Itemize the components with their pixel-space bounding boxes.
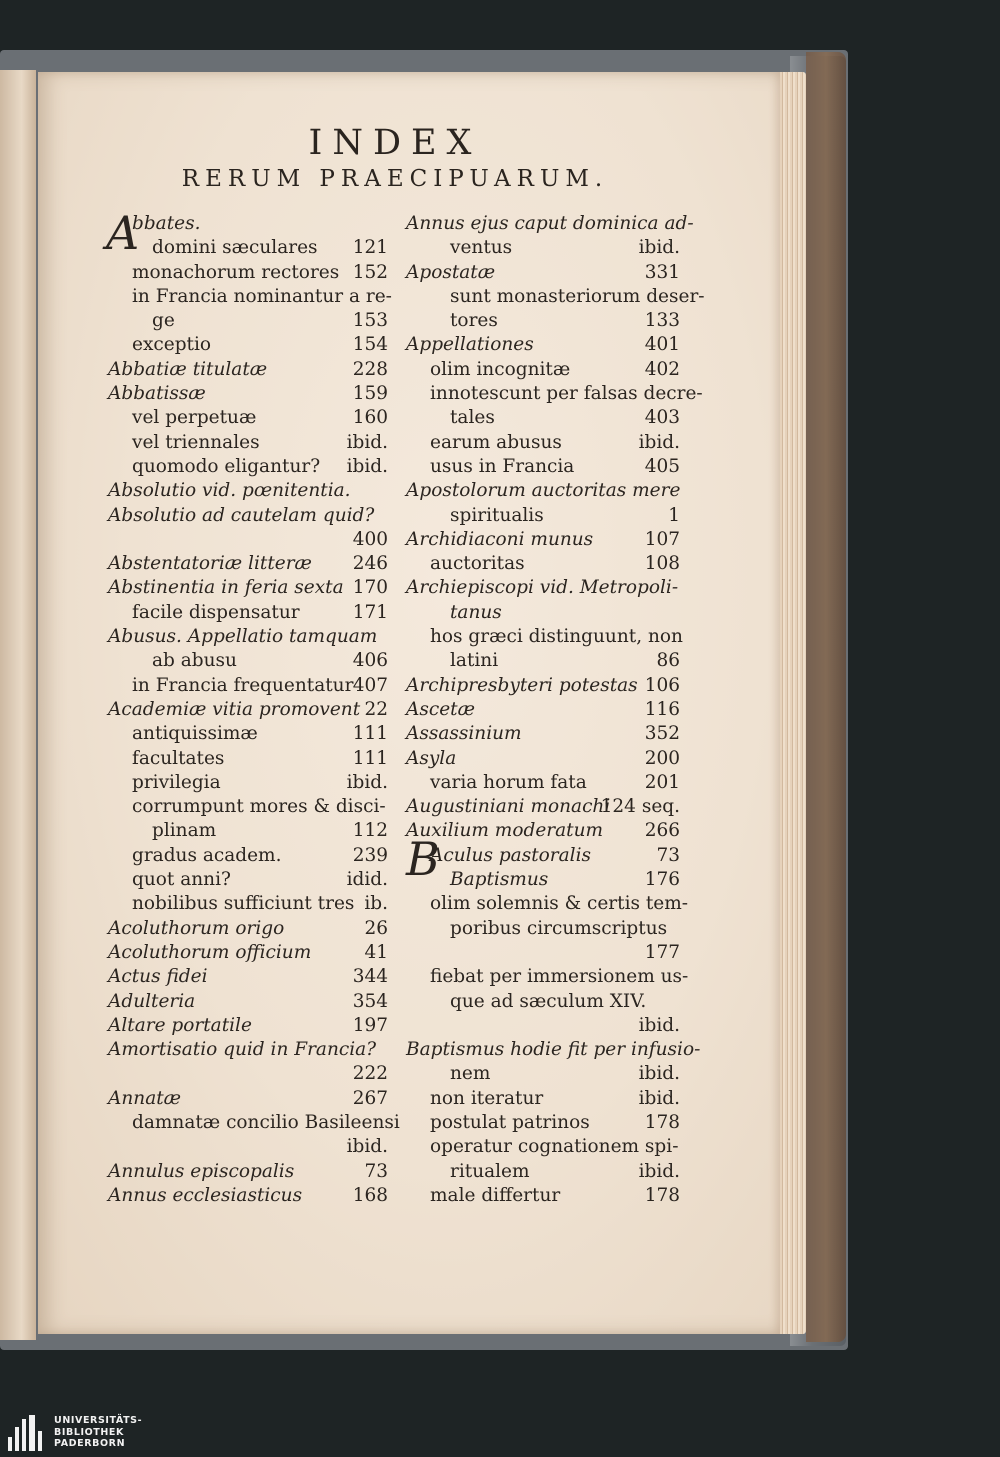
index-entry-page: ibid. xyxy=(638,1160,680,1182)
index-entry-page: 152 xyxy=(352,261,388,283)
index-entry xyxy=(108,528,388,552)
index-entry xyxy=(406,455,680,479)
index-column-left xyxy=(106,206,400,1208)
index-entry-page: 354 xyxy=(352,990,388,1012)
index-entry-text: ab abusu xyxy=(152,650,237,672)
index-entry xyxy=(108,1184,388,1208)
index-entry-page: 160 xyxy=(352,407,388,429)
index-entry-page: 178 xyxy=(644,1111,680,1133)
index-entry-page: ibid. xyxy=(346,771,388,793)
index-entry-page: 352 xyxy=(644,723,680,745)
index-entry xyxy=(406,212,694,236)
index-entry-text: que ad sæculum XIV. xyxy=(450,990,647,1012)
index-entry-page: 107 xyxy=(644,528,680,550)
index-entry-text: gradus academ. xyxy=(132,844,282,866)
index-entry xyxy=(108,552,388,576)
index-entry-text: facile dispensatur xyxy=(132,601,300,623)
index-entry-text: olim incognitæ xyxy=(430,358,571,380)
index-entry xyxy=(406,261,680,285)
index-entry xyxy=(108,236,388,260)
index-entry xyxy=(406,1087,680,1111)
index-entry-page: 154 xyxy=(352,334,388,356)
index-entry-page: 228 xyxy=(352,358,388,380)
index-entry xyxy=(406,990,680,1014)
index-entry-text: Abusus. Appellatio tamquam xyxy=(108,626,378,648)
index-entry-page: 405 xyxy=(644,455,680,477)
index-entry-page: ibid. xyxy=(638,237,680,259)
index-entry-text: Abstentatoriæ litteræ xyxy=(108,553,312,575)
index-entry-text: Absolutio ad cautelam quid? xyxy=(108,504,375,526)
index-entry-text: hos græci distinguunt, non xyxy=(430,626,683,648)
index-entry-text: Annus ejus caput dominica ad- xyxy=(406,213,694,234)
index-entry-page: idid. xyxy=(346,869,388,891)
index-entry-text: privilegia xyxy=(132,771,221,793)
index-entry xyxy=(108,601,388,625)
index-entry xyxy=(406,431,680,455)
index-entry xyxy=(108,333,388,357)
index-entry-text: fiebat per immersionem us- xyxy=(430,966,689,988)
index-entry xyxy=(108,382,388,406)
index-entry xyxy=(406,601,680,625)
index-entry xyxy=(108,771,388,795)
index-entry-page: 171 xyxy=(352,601,388,623)
index-entry xyxy=(406,674,680,698)
index-entry-text: tores xyxy=(450,310,498,332)
index-entry-text: Annatæ xyxy=(108,1087,182,1109)
index-entry-text: plinam xyxy=(152,820,217,842)
index-entry-page: 26 xyxy=(364,917,388,939)
index-entry-text: damnatæ concilio Basileensi xyxy=(132,1111,400,1133)
index-entry-page: 403 xyxy=(644,407,680,429)
index-entry xyxy=(108,455,388,479)
index-entry-text: Annulus episcopalis xyxy=(108,1160,295,1182)
index-entry-page: ibid. xyxy=(346,455,388,477)
index-entry xyxy=(108,309,388,333)
index-entry xyxy=(406,528,680,552)
index-entry-text: Actus fidei xyxy=(108,966,208,988)
index-entry xyxy=(108,1135,388,1159)
index-entry-text: tales xyxy=(450,407,495,429)
index-entry xyxy=(108,844,388,868)
index-entry-text: Baptismus xyxy=(450,869,549,891)
index-entry xyxy=(108,649,388,673)
index-entry xyxy=(406,479,680,503)
index-entry xyxy=(406,1135,680,1159)
index-entry xyxy=(406,844,680,868)
index-entry-text: innotescunt per falsas decre- xyxy=(430,383,703,405)
index-entry xyxy=(406,552,680,576)
index-entry xyxy=(108,625,388,649)
index-entry xyxy=(406,382,703,406)
index-entry xyxy=(108,990,388,1014)
index-entry-text: nem xyxy=(450,1063,491,1085)
index-entry-page: 121 xyxy=(352,237,388,259)
index-entry xyxy=(406,1062,680,1086)
index-entry-text: Appellationes xyxy=(406,334,534,356)
index-entry xyxy=(108,941,388,965)
index-entry-text: Assassinium xyxy=(406,723,522,745)
index-entry-text: facultates xyxy=(132,747,225,769)
index-entry xyxy=(406,892,689,916)
index-entry-text: in Francia nominantur a re- xyxy=(132,285,392,307)
index-entry-text: Abbatissæ xyxy=(108,383,206,405)
index-entry-page: 159 xyxy=(352,383,388,405)
index-entry-page: 108 xyxy=(644,553,680,575)
index-entry xyxy=(108,504,388,528)
index-entry-page: 200 xyxy=(644,747,680,769)
logo-line-1: UNIVERSITÄTS- xyxy=(54,1415,143,1426)
index-entry xyxy=(406,309,680,333)
index-entry xyxy=(406,722,680,746)
index-entry xyxy=(406,333,680,357)
index-entry xyxy=(108,674,388,698)
index-entry-text: olim solemnis & certis tem- xyxy=(430,893,689,915)
index-entry xyxy=(406,1184,680,1208)
index-entry-page: 407 xyxy=(352,674,388,696)
index-entry xyxy=(108,358,388,382)
index-entry-page: 177 xyxy=(644,941,680,963)
leather-binding xyxy=(806,52,846,1342)
index-entry xyxy=(406,795,680,819)
index-entry-text: auctoritas xyxy=(430,553,525,575)
index-entry-text: vel perpetuæ xyxy=(132,407,257,429)
index-entry xyxy=(406,358,680,382)
index-entry-text: Acoluthorum origo xyxy=(108,917,285,939)
index-entry-text: exceptio xyxy=(132,334,212,356)
index-entry-text: Archidiaconi munus xyxy=(406,528,594,550)
index-entry xyxy=(108,576,388,600)
index-entry xyxy=(406,1038,701,1062)
index-entry xyxy=(108,698,388,722)
index-entry-text: Abbatiæ titulatæ xyxy=(108,358,268,380)
index-entry-page: 201 xyxy=(644,771,680,793)
library-logo-text xyxy=(54,1415,142,1450)
index-entry-text: ritualem xyxy=(450,1160,530,1182)
index-entry-text: poribus circumscriptus xyxy=(450,917,668,939)
index-entry-page: 41 xyxy=(364,941,388,963)
index-entry-text: Academiæ vitia promovent xyxy=(108,698,361,720)
index-entry-page: 197 xyxy=(352,1014,388,1036)
index-entry-page: 400 xyxy=(352,528,388,550)
dropcap-b: B xyxy=(406,832,440,886)
index-entry-page: 73 xyxy=(364,1160,388,1182)
index-entry-text: latini xyxy=(450,650,499,672)
index-entry xyxy=(108,722,388,746)
index-entry xyxy=(108,1038,388,1062)
page-title: INDEX xyxy=(308,123,482,163)
index-entry xyxy=(406,649,680,673)
index-entry-text: quot anni? xyxy=(132,869,231,891)
index-entry-text: nobilibus sufficiunt tres xyxy=(132,893,355,915)
index-entry-text: Aculus pastoralis xyxy=(430,844,591,866)
index-entry-text: spiritualis xyxy=(450,504,544,526)
facing-page-edge xyxy=(0,70,36,1340)
index-entry xyxy=(108,212,388,236)
index-entry xyxy=(406,965,689,989)
index-entry-text: tanus xyxy=(450,601,502,623)
index-entry-text: Abstinentia in feria sexta xyxy=(108,577,344,599)
dropcap-a: A xyxy=(106,206,140,260)
index-entry-text: male differtur xyxy=(430,1184,561,1206)
index-entry-page: 106 xyxy=(644,674,680,696)
index-entry-page: 246 xyxy=(352,553,388,575)
index-entry-text: monachorum rectores xyxy=(132,261,340,283)
index-entry-text: ventus xyxy=(450,237,513,259)
index-entry-text: Ascetæ xyxy=(406,698,475,720)
index-entry xyxy=(406,917,680,941)
index-entry-page: ibid. xyxy=(638,1087,680,1109)
index-entry-text: non iteratur xyxy=(430,1087,544,1109)
index-entry-page: 176 xyxy=(644,869,680,891)
index-entry-page: 153 xyxy=(352,310,388,332)
index-entry xyxy=(108,261,388,285)
index-entry xyxy=(406,576,680,600)
index-entry-text: Baptismus hodie fit per infusio- xyxy=(406,1039,701,1061)
index-entry xyxy=(108,747,388,771)
logo-line-3: PADERBORN xyxy=(54,1438,126,1449)
index-entry xyxy=(108,819,388,843)
index-entry xyxy=(406,747,680,771)
index-entry xyxy=(108,479,388,503)
index-entry-page: 133 xyxy=(644,310,680,332)
index-entry-text: Altare portatile xyxy=(108,1014,252,1036)
index-entry xyxy=(406,504,680,528)
index-entry-text: Annus ecclesiasticus xyxy=(108,1184,303,1206)
index-entry-page: 170 xyxy=(352,577,388,599)
index-entry-page: ibid. xyxy=(346,431,388,453)
index-entry-text: operatur cognationem spi- xyxy=(430,1136,679,1158)
index-entry xyxy=(406,1014,680,1038)
index-entry-page: ibid. xyxy=(638,431,680,453)
index-entry-page: 178 xyxy=(644,1184,680,1206)
index-entry-page: 267 xyxy=(352,1087,388,1109)
index-entry-text: earum abusus xyxy=(430,431,562,453)
index-entry xyxy=(108,406,388,430)
index-entry xyxy=(406,941,680,965)
index-entry xyxy=(406,868,680,892)
library-logo-icon xyxy=(8,1415,48,1451)
index-entry-page: ib. xyxy=(364,893,388,915)
index-entry-page: 406 xyxy=(352,650,388,672)
index-entry-text: Archipresbyteri potestas xyxy=(406,674,638,696)
index-entry-page: 222 xyxy=(352,1063,388,1085)
index-entry-page: 168 xyxy=(352,1184,388,1206)
index-entry xyxy=(406,625,683,649)
index-entry xyxy=(406,698,680,722)
index-entry-page: 402 xyxy=(644,358,680,380)
library-footer xyxy=(0,1407,1000,1457)
index-entry-text: Augustiniani monachi xyxy=(406,796,611,818)
index-entry-text: Apostolorum auctoritas mere xyxy=(406,480,681,502)
index-entry-page: ibid. xyxy=(346,1136,388,1158)
index-entry-text: Auxilium moderatum xyxy=(406,820,604,842)
index-entry xyxy=(108,917,388,941)
index-entry-text: corrumpunt mores & disci- xyxy=(132,796,386,818)
page-subtitle: RERUM PRAECIPUARUM. xyxy=(181,166,609,192)
index-entry xyxy=(108,1160,388,1184)
index-entry-text: Amortisatio quid in Francia? xyxy=(108,1039,377,1061)
index-entry-page: 1 xyxy=(668,504,680,526)
index-entry-text: ge xyxy=(152,310,175,332)
index-entry-text: quomodo eligantur? xyxy=(132,455,321,477)
index-entry xyxy=(108,1014,388,1038)
index-entry-page: 112 xyxy=(352,820,388,842)
index-entry xyxy=(406,1111,680,1135)
index-entry xyxy=(406,1160,680,1184)
index-entry-text: Adulteria xyxy=(108,990,196,1012)
index-entry-page: 111 xyxy=(352,747,388,769)
index-entry xyxy=(108,868,388,892)
index-entry-text: varia horum fata xyxy=(430,771,587,793)
index-entry xyxy=(108,892,388,916)
index-entry-page: 86 xyxy=(656,650,680,672)
index-entry-page: 239 xyxy=(352,844,388,866)
index-entry-text: sunt monasteriorum deser- xyxy=(450,285,705,307)
index-entry xyxy=(108,1087,388,1111)
index-entry-page: 266 xyxy=(644,820,680,842)
index-entry xyxy=(406,236,680,260)
index-entry xyxy=(108,1062,388,1086)
index-entry-text: Archiepiscopi vid. Metropoli- xyxy=(406,577,679,599)
index-entry-page: 331 xyxy=(644,261,680,283)
index-entry xyxy=(108,965,388,989)
index-entry-page: 344 xyxy=(352,966,388,988)
index-entry xyxy=(108,285,392,309)
index-entry xyxy=(406,771,680,795)
logo-line-2: BIBLIOTHEK xyxy=(54,1426,124,1438)
index-entry-text: Absolutio vid. pœnitentia. xyxy=(108,480,351,502)
index-entry-text: antiquissimæ xyxy=(132,723,258,745)
index-entry xyxy=(108,1111,400,1135)
index-entry xyxy=(108,795,388,819)
index-entry xyxy=(108,431,388,455)
index-entry-text: postulat patrinos xyxy=(430,1111,590,1133)
index-entry xyxy=(406,819,680,843)
index-entry-text: domini sæculares xyxy=(152,237,318,259)
index-entry-text: Asyla xyxy=(406,747,457,769)
index-entry-page: 401 xyxy=(644,334,680,356)
index-entry-page: 22 xyxy=(364,698,388,720)
index-entry-page: ibid. xyxy=(638,1014,680,1036)
index-entry-text: bbates. xyxy=(132,213,201,234)
index-entry-page: ibid. xyxy=(638,1063,680,1085)
index-entry-text: Apostatæ xyxy=(406,261,496,283)
index-entry-text: usus in Francia xyxy=(430,455,575,477)
index-entry xyxy=(406,406,680,430)
index-entry-page: 116 xyxy=(644,698,680,720)
index-entry xyxy=(406,285,705,309)
index-entry-text: Acoluthorum officium xyxy=(108,941,312,963)
index-entry-page: 111 xyxy=(352,723,388,745)
index-entry-page: 124 seq. xyxy=(600,796,680,818)
index-entry-page: 73 xyxy=(656,844,680,866)
index-entry-text: vel triennales xyxy=(132,431,260,453)
index-entry-text: in Francia frequentatur xyxy=(132,674,354,696)
index-column-right xyxy=(406,212,705,1208)
